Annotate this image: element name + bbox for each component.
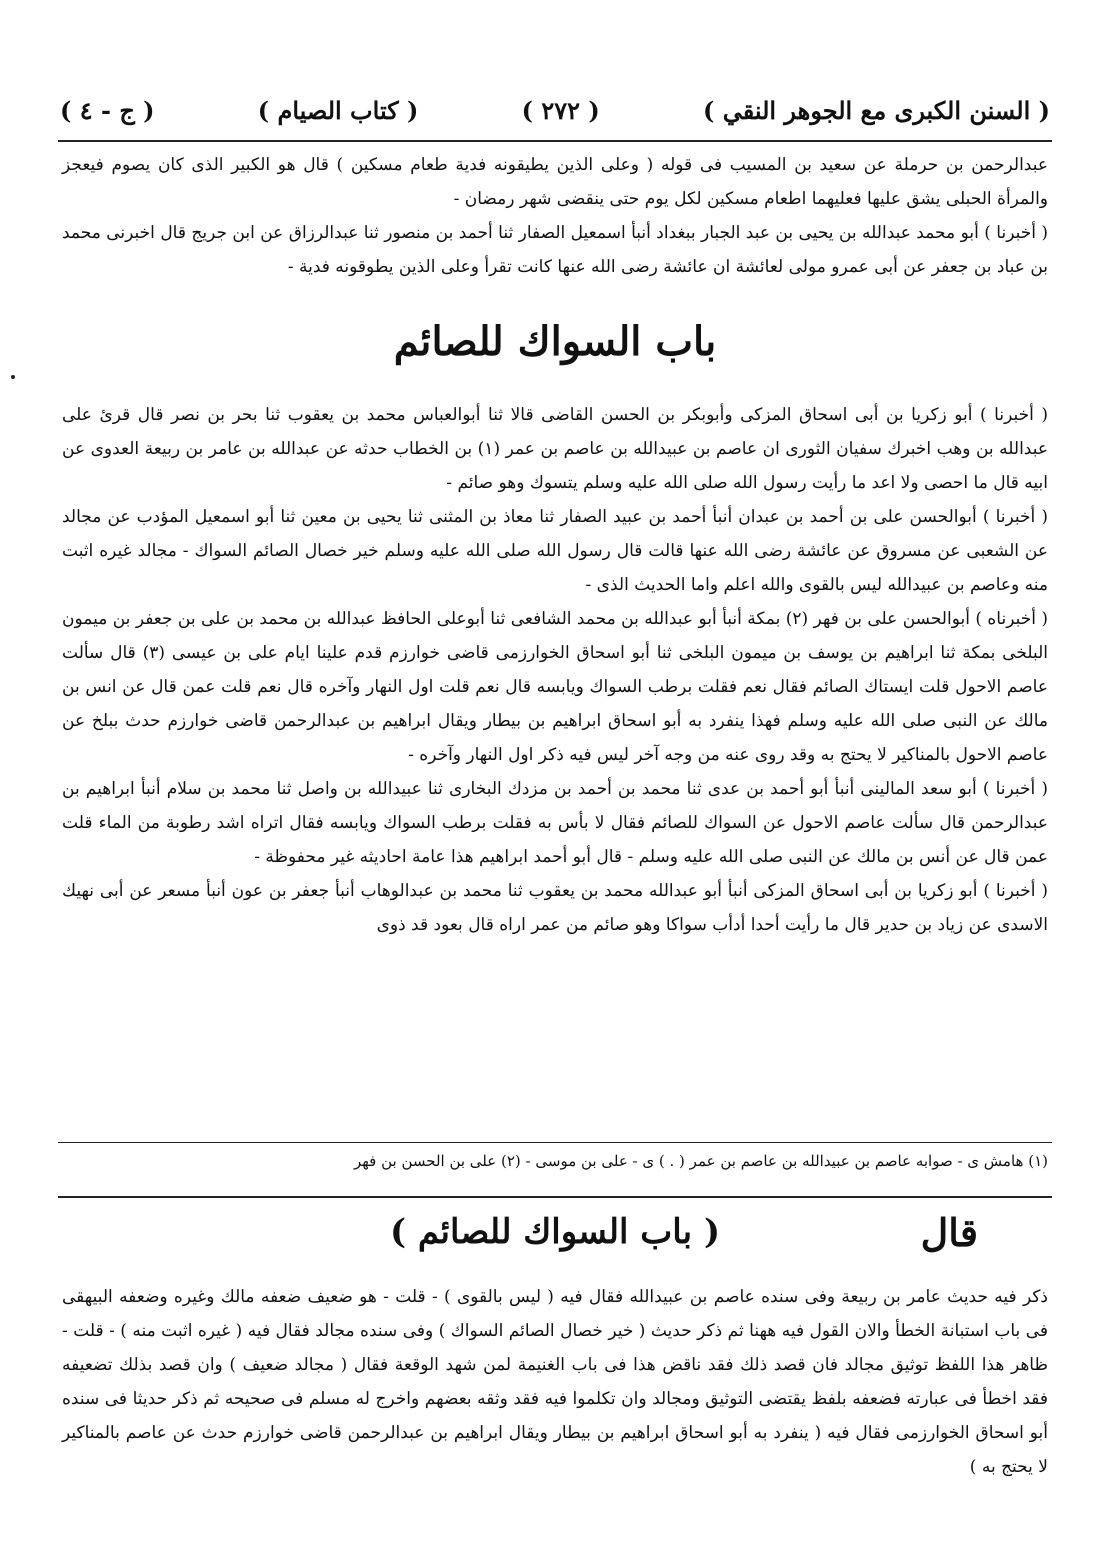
page-number: ( ٢٧٢ ) (521, 95, 600, 125)
page-header (60, 88, 1050, 132)
paragraph: ذكر فيه حديث عامر بن ربيعة وفى سنده عاصم بن عبيدالله فقال فيه ( ليس بالقوى ) - قلت - هو ضعيف ضعفه مالك وغيره وضعفه البيهقى فى باب استبانة الخطأ والان القول فيه ههنا ثم ذكر حديث ( خير خصال الصائم السواك ) وفى سنده مجالد فقال فيه ( غيره اثبت منه ) - قلت - ظاهر هذا اللفظ توثيق مجالد فان قصد ذلك فقد ناقض هذا فى باب الغنيمة لمن شهد الوقعة فقال ( مجالد ضعيف ) وان قصد بذلك تضعيفه فقد اخطأ فى عبارته فضعفه بلفظ يقتضى التوثيق ومجالد وان تكلموا فيه فقد وثقه بعضهم واخرج له مسلم فى صحيحه ثم ذكر حديثا فى سنده أبو اسحاق الخوارزمى فقال فيه ( ينفرد به أبو اسحاق ابراهيم بن بيطار ويقال ابراهيم بن عبدالرحمن قاضى خوارزم حدث عن عاصم بالمناكير لا يحتج به ) (62, 1287, 1048, 1477)
paragraph: ( أخبرنا ) أبو سعد المالينى أنبأ أبو أحمد بن عدى ثنا محمد بن أحمد بن مزدك البخارى ثنا عبيدالله بن واصل ثنا محمد بن سلام أنبأ ابراهيم بن عبدالرحمن قال سألت عاصم الاحول عن السواك للصائم فقال لا بأس به فقلت برطب السواك ويابسه فقال اتراه اشد رطوبة من الماء قلت عمن قال عن أنس بن مالك عن النبى صلى الله عليه وسلم - قال أبو أحمد ابراهيم هذا عامة احاديثه غير محفوظة - (62, 779, 1048, 867)
top-passage (62, 148, 1048, 284)
book-title: ( السنن الكبرى مع الجوهر النقي ) (702, 95, 1050, 125)
commentary-passage (62, 1280, 1048, 1484)
header-rule (58, 140, 1052, 142)
paragraph: ( أخبرنا ) أبوالحسن على بن أحمد بن عبدان أنبأ أحمد بن عبيد الصفار ثنا معاذ بن المثنى ثنا يحيى بن معين ثنا أبو اسمعيل المؤدب عن مجالد عن الشعبى عن مسروق عن عائشة رضى الله عنها قالت قال رسول الله صلى الله عليه وسلم خير خصال الصائم السواك - مجالد غيره اثبت منه وعاصم بن عبيدالله ليس بالقوى والله اعلم واما الحديث الذى - (62, 507, 1048, 595)
section-heading: باب السواك للصائم (393, 318, 717, 365)
commentary-title: ( باب السواك للصائم ) (389, 1212, 721, 1252)
footnote-rule (58, 1142, 1052, 1143)
main-passage (62, 398, 1048, 942)
volume-number: ( ج - ٤ ) (60, 95, 155, 125)
paragraph: ( أخبرنا ) أبو زكريا بن أبى اسحاق المزكى وأبوبكر بن الحسن القاضى قالا ثنا أبوالعباس محمد بن يعقوب ثنا بحر بن نصر قال قرئ على عبدالله بن وهب اخبرك سفيان الثورى ان عاصم بن عبيدالله بن عاصم بن عمر (١) بن الخطاب حدثه عن عبدالله بن عامر بن ربيعة العدوى عن ابيه قال ما احصى ولا اعد ما رأيت رسول الله صلى الله عليه وسلم يتسوك وهو صائم - (62, 405, 1048, 493)
scan-speck (11, 375, 15, 379)
paragraph: ( أخبرناه ) أبوالحسن على بن فهر (٢) بمكة أنبأ أبو عبدالله بن محمد الشافعى ثنا أبوعلى الحافظ عبدالله بن محمد بن على بن جعفر بن ميمون البلخى بمكة ثنا ابراهيم بن يوسف بن ميمون البلخى ثنا أبو اسحاق الخوارزمى قاضى خوارزم قدم علينا ايام على بن عيسى (٣) قال سألت عاصم الاحول قلت ايستاك الصائم فقال نعم فقلت برطب السواك ويابسه قال نعم قلت اول النهار وآخره قال نعم قلت عمن قال عن انس بن مالك عن النبى صلى الله عليه وسلم فهذا ينفرد به أبو اسحاق ابراهيم بن بيطار ويقال ابراهيم بن عبدالرحمن قاضى خوارزم حدث ببلخ عن عاصم الاحول بالمناكير لا يحتج به وقد روى عنه من وجه آخر ليس فيه ذكر اول النهار وآخره - (62, 609, 1048, 765)
footnotes: (١) هامش ى - صوابه عاصم بن عبيدالله بن عاصم بن عمر ( . ) ى - على بن موسى - (٢) على بن الحسن بن فهر (353, 1152, 1048, 1170)
qala-label: قال (920, 1210, 978, 1255)
commentary-rule (58, 1196, 1052, 1198)
paragraph: عبدالرحمن بن حرملة عن سعيد بن المسيب فى قوله ( وعلى الذين يطيقونه فدية طعام مسكين ) قال هو الكبير الذى كان يصوم فيعجز والمرأة الحبلى يشق عليها فعليهما اطعام مسكين لكل يوم حتى ينقضى شهر رمضان - (62, 155, 1048, 209)
commentary-heading (62, 1210, 1048, 1270)
paragraph: ( أخبرنا ) أبو زكريا بن أبى اسحاق المزكى أنبأ أبو عبدالله محمد بن يعقوب ثنا محمد بن عبدالوهاب أنبأ جعفر بن عون أنبأ مسعر عن أبى نهيك الاسدى عن زياد بن حدير قال ما رأيت أحدا أدأب سواكا وهو صائم من عمر اراه قال بعود قد ذوى (62, 881, 1048, 935)
chapter-title: ( كتاب الصيام ) (257, 95, 419, 125)
paragraph: ( أخبرنا ) أبو محمد عبدالله بن يحيى بن عبد الجبار ببغداد أنبأ اسمعيل الصفار ثنا أحمد بن منصور ثنا عبدالرزاق عن ابن جريج قال اخبرنى محمد بن عباد بن جعفر عن أبى عمرو مولى لعائشة ان عائشة رضى الله عنها كانت تقرأ وعلى الذين يطوقونه فدية - (62, 223, 1048, 277)
